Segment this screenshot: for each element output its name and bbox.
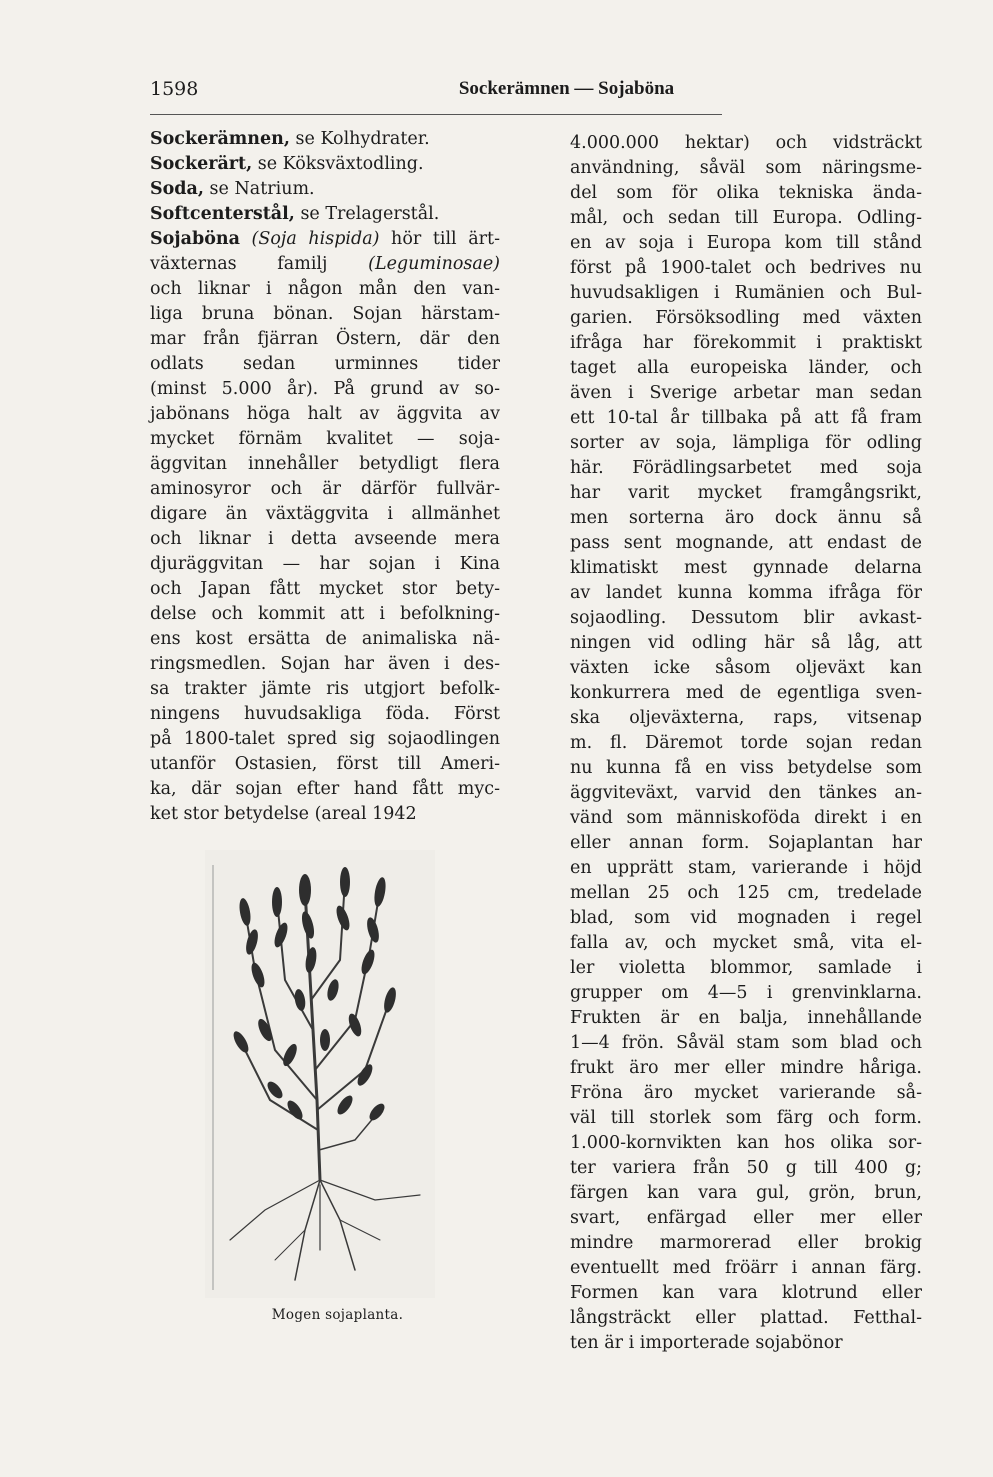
text-line: en av soja i Europa kom till stånd [570, 233, 922, 253]
text-line: klimatiskt mest gynnade delarna [570, 558, 922, 578]
text-segment: växternas familj [150, 254, 369, 274]
text-line [150, 327, 500, 352]
text-segment: mycket förnäm kvalitet — soja- [150, 429, 500, 449]
text-line: ett 10-tal år tillbaka på att få fram [570, 408, 922, 428]
text-line: mindre marmorerad eller brokig [570, 1233, 922, 1253]
text-line [150, 727, 500, 752]
text-line: pass sent mognande, att endast de [570, 533, 922, 553]
text-line: m. fl. Däremot torde sojan redan [570, 733, 922, 753]
text-segment: se Köksväxtodling. [252, 154, 424, 174]
text-segment: och liknar i detta avseende mera [150, 529, 500, 549]
text-segment: utanför Ostasien, först till Ameri- [150, 754, 500, 774]
text-segment: se Trelagerstål. [294, 204, 440, 224]
text-line: del som för olika tekniska ända- [570, 183, 922, 203]
text-line: konkurrera med de egentliga sven- [570, 683, 922, 703]
entry-headword: Sockerämnen, [150, 129, 290, 149]
left-column [150, 127, 500, 827]
text-line: eller annan form. Sojaplantan har [570, 833, 922, 853]
figure-caption: Mogen sojaplanta. [271, 1307, 404, 1323]
entry-headword: Soda, [150, 179, 204, 199]
text-line [150, 427, 500, 452]
text-line: ter variera från 50 g till 400 g; [570, 1158, 922, 1178]
text-segment: och liknar i någon mån den van- [150, 279, 500, 299]
text-line: nu kunna få en viss betydelse som [570, 758, 922, 778]
text-line: väl till storlek som färg och form. [570, 1108, 922, 1128]
text-line: ska oljeväxterna, raps, vitsenap [570, 708, 922, 728]
text-segment: ket stor betydelse (areal 1942 [150, 804, 417, 824]
text-line: långsträckt eller plattad. Fetthal- [570, 1308, 922, 1328]
header-rule [150, 114, 722, 115]
running-title: Sockerämnen — Sojaböna [458, 78, 675, 99]
text-line [150, 652, 500, 677]
text-line [150, 402, 500, 427]
text-line [150, 602, 500, 627]
text-segment: äggvitan innehåller betydligt flera [150, 454, 500, 474]
text-line [150, 677, 500, 702]
text-segment: ens kost ersätta de animaliska nä- [150, 629, 500, 649]
text-line [150, 527, 500, 552]
text-segment: sa trakter jämte ris utgjort befolk- [150, 679, 500, 699]
text-line [150, 302, 500, 327]
text-line: har varit mycket framgångsrikt, [570, 483, 922, 503]
text-line [150, 177, 500, 202]
text-segment: aminosyror och är därför fullvär- [150, 479, 500, 499]
text-line [150, 277, 500, 302]
text-line: användning, såväl som näringsme- [570, 158, 922, 178]
text-line [150, 352, 500, 377]
page-number: 1598 [150, 78, 199, 100]
text-line: Fröna äro mycket varierande så- [570, 1083, 922, 1103]
text-line: 4.000.000 hektar) och vidsträckt [570, 133, 922, 153]
text-segment: djuräggvitan — har sojan i Kina [150, 554, 500, 574]
text-segment: (Leguminosae) [368, 254, 500, 274]
text-line: även i Sverige arbetar man sedan [570, 383, 922, 403]
text-line: mål, och sedan till Europa. Odling- [570, 208, 922, 228]
text-line: äggviteväxt, varvid den tänkes an- [570, 783, 922, 803]
text-line: ningen vid odling här så låg, att [570, 633, 922, 653]
text-line: vänd som människoföda direkt i en [570, 808, 922, 828]
text-segment: och Japan fått mycket stor bety- [150, 579, 500, 599]
text-line: ten är i importerade sojabönor [570, 1333, 843, 1353]
entry-headword: Sockerärt, [150, 154, 253, 174]
text-line: 1.000-kornvikten kan hos olika sor- [570, 1133, 922, 1153]
text-line: eventuellt med fröärr i annan färg. [570, 1258, 922, 1278]
right-column [570, 131, 922, 1356]
entry-headword: Sojaböna [150, 229, 240, 249]
text-line: här. Förädlingsarbetet med soja [570, 458, 922, 478]
text-line [150, 802, 500, 827]
text-line: men sorterna äro dock ännu så [570, 508, 922, 528]
text-segment: ka, där sojan efter hand fått myc- [150, 779, 500, 799]
text-segment: jabönans höga halt av äggvita av [150, 404, 500, 424]
text-line: av landet kunna komma ifråga för [570, 583, 922, 603]
text-line [150, 377, 500, 402]
text-line [150, 452, 500, 477]
text-segment: se Kolhydrater. [289, 129, 430, 149]
text-line [150, 127, 500, 152]
soybean-plant-illustration [205, 850, 435, 1298]
text-line [150, 202, 500, 227]
text-line: mellan 25 och 125 cm, tredelade [570, 883, 922, 903]
text-line [150, 577, 500, 602]
text-line: sojaodling. Dessutom blir avkast- [570, 608, 922, 628]
text-segment: (minst 5.000 år). På grund av so- [150, 379, 500, 399]
text-line: garien. Försöksodling med växten [570, 308, 922, 328]
text-line: taget alla europeiska länder, och [570, 358, 922, 378]
text-line [150, 627, 500, 652]
text-line [150, 227, 500, 252]
text-line: ifråga har förekommit i praktiskt [570, 333, 922, 353]
text-line: först på 1900-talet och bedrives nu [570, 258, 922, 278]
text-segment: hör till ärt- [379, 229, 500, 249]
text-segment: ringsmedlen. Sojan har även i des- [150, 654, 500, 674]
text-segment: på 1800-talet spred sig sojaodlingen [150, 729, 500, 749]
text-segment: odlats sedan urminnes tider [150, 354, 500, 374]
text-segment: ningens huvudsakliga föda. Först [150, 704, 500, 724]
text-line: svart, enfärgad eller mer eller [570, 1208, 922, 1228]
text-segment: digare än växtäggvita i allmänhet [150, 504, 500, 524]
text-segment: liga bruna bönan. Sojan härstam- [150, 304, 500, 324]
text-line: färgen kan vara gul, grön, brun, [570, 1183, 922, 1203]
text-line: grupper om 4—5 i grenvinklarna. [570, 983, 922, 1003]
text-line: frukt äro mer eller mindre håriga. [570, 1058, 922, 1078]
text-segment [240, 229, 252, 249]
text-line: falla av, och mycket små, vita el- [570, 933, 922, 953]
entry-headword: Softcenterstål, [150, 204, 295, 224]
text-line [150, 702, 500, 727]
text-line: en upprätt stam, varierande i höjd [570, 858, 922, 878]
text-line: huvudsakligen i Rumänien och Bul- [570, 283, 922, 303]
text-line [150, 752, 500, 777]
text-segment: (Soja hispida) [251, 229, 380, 249]
text-segment: delse och kommit att i befolkning- [150, 604, 500, 624]
text-line: växten icke såsom oljeväxt kan [570, 658, 922, 678]
text-line: 1—4 frön. Såväl stam som blad och [570, 1033, 922, 1053]
text-line [150, 502, 500, 527]
text-line: sorter av soja, lämpliga för odling [570, 433, 922, 453]
text-line: Formen kan vara klotrund eller [570, 1283, 922, 1303]
text-line: ler violetta blommor, samlade i [570, 958, 922, 978]
text-line [150, 477, 500, 502]
text-line [150, 252, 500, 277]
text-segment: mar från fjärran Östern, där den [150, 329, 500, 349]
text-line [150, 152, 500, 177]
text-segment: se Natrium. [203, 179, 315, 199]
text-line: Frukten är en balja, innehållande [570, 1008, 922, 1028]
text-line: blad, som vid mognaden i regel [570, 908, 922, 928]
text-line [150, 552, 500, 577]
text-line [150, 777, 500, 802]
